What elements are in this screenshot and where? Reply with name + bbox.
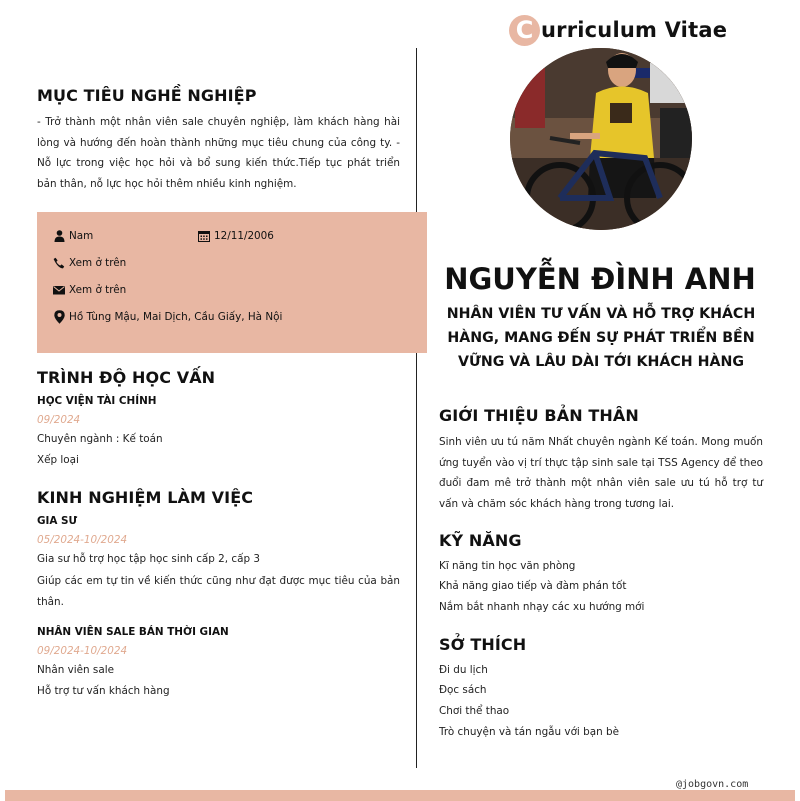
contact-email bbox=[53, 284, 126, 296]
hobbies-heading: SỞ THÍCH bbox=[439, 635, 527, 654]
location-pin-icon bbox=[53, 311, 65, 323]
education-heading: TRÌNH ĐỘ HỌC VẤN bbox=[37, 368, 216, 387]
person-icon bbox=[53, 230, 65, 242]
job-line: Giúp các em tự tin về kiến thức cũng như đạt được mục tiêu của bản thân. bbox=[37, 575, 400, 608]
skill-item: Khả năng giao tiếp và đàm phán tốt bbox=[439, 580, 627, 592]
watermark: @jobgovn.com bbox=[676, 779, 749, 790]
contact-phone bbox=[53, 257, 126, 269]
education-school: HỌC VIỆN TÀI CHÍNH bbox=[37, 395, 157, 407]
footer-bar bbox=[5, 790, 795, 801]
hobby-item: Đọc sách bbox=[439, 684, 487, 696]
skill-item: Kĩ năng tin học văn phòng bbox=[439, 560, 576, 572]
job-date: 05/2024-10/2024 bbox=[37, 534, 128, 546]
phone-value: Xem ở trên bbox=[69, 257, 127, 269]
skills-heading: KỸ NĂNG bbox=[439, 531, 522, 550]
contact-gender bbox=[53, 230, 93, 242]
experience-heading: KINH NGHIỆM LÀM VIỆC bbox=[37, 488, 254, 507]
brand-title: urriculum Vitae bbox=[541, 18, 728, 42]
education-major: Chuyên ngành : Kế toán bbox=[37, 433, 163, 445]
contact-address bbox=[53, 311, 282, 323]
about-heading: GIỚI THIỆU BẢN THÂN bbox=[439, 406, 639, 425]
education-rank: Xếp loại bbox=[37, 454, 79, 466]
brand-initial: C bbox=[509, 15, 540, 46]
candidate-name: NGUYỄN ĐÌNH ANH bbox=[444, 262, 756, 296]
birthday-value: 12/11/2006 bbox=[214, 230, 274, 242]
job-line: Nhân viên sale bbox=[37, 664, 114, 676]
email-value: Xem ở trên bbox=[69, 284, 127, 296]
contact-box bbox=[37, 212, 427, 353]
mail-icon bbox=[53, 284, 65, 296]
job-date: 09/2024-10/2024 bbox=[37, 645, 128, 657]
about-text: Sinh viên ưu tú năm Nhất chuyên ngành Kế toán. Mong muốn ứng tuyển vào vị trí thực tập sinh sale tại TSS Agency để theo đuổi đam mê trở thành một nhân viên sale ưu tú hỗ trợ tư vấn và chăm sóc khách hàng trong tương lai. bbox=[439, 436, 763, 511]
calendar-icon bbox=[198, 230, 210, 242]
job-line: Gia sư hỗ trợ học tập học sinh cấp 2, cấp 3 bbox=[37, 553, 260, 565]
brand-logo bbox=[509, 14, 727, 46]
hobby-item: Trò chuyện và tán ngẫu với bạn bè bbox=[439, 726, 619, 738]
candidate-role: NHÂN VIÊN TƯ VẤN VÀ HỖ TRỢ KHÁCH HÀNG, MANG ĐẾN SỰ PHÁT TRIỂN BỀN VỮNG VÀ LÂU DÀI TỚI KHÁCH HÀNG bbox=[446, 306, 756, 370]
address-value: Hồ Tùng Mậu, Mai Dịch, Cầu Giấy, Hà Nội bbox=[69, 311, 283, 323]
job-line: Hỗ trợ tư vấn khách hàng bbox=[37, 685, 170, 697]
hobby-item: Chơi thể thao bbox=[439, 705, 510, 717]
objective-heading: MỤC TIÊU NGHỀ NGHIỆP bbox=[37, 86, 257, 105]
column-divider bbox=[416, 48, 417, 768]
contact-birthday bbox=[198, 230, 274, 242]
gender-value: Nam bbox=[69, 230, 94, 242]
phone-icon bbox=[53, 257, 65, 269]
job-title: GIA SƯ bbox=[37, 515, 78, 527]
profile-photo bbox=[510, 48, 692, 230]
hobby-item: Đi du lịch bbox=[439, 664, 488, 676]
objective-text: - Trở thành một nhân viên sale chuyên nghiệp, làm khách hàng hài lòng và hướng đến hoàn thành những mục tiêu chung của công ty. - Nỗ lực trong việc học hỏi và bổ sung kiến thức.Tiếp tục phát triển bản thân, nỗ lực học hỏi thêm nhiều kinh nghiệm. bbox=[37, 116, 400, 191]
job-title: NHÂN VIÊN SALE BÁN THỜI GIAN bbox=[37, 626, 229, 638]
skill-item: Nắm bắt nhanh nhạy các xu hướng mới bbox=[439, 601, 645, 613]
education-date: 09/2024 bbox=[37, 414, 81, 426]
